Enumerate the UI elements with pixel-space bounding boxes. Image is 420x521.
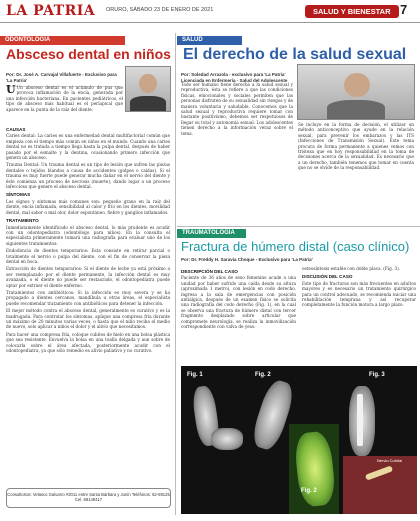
article-body-fractura-col2 xyxy=(302,266,416,364)
section-heading: DISCUSIÓN DEL CASO xyxy=(302,274,353,280)
xray-bone xyxy=(211,428,243,450)
horizontal-divider xyxy=(177,226,420,227)
paragraph: Para hacer una compresa fría, coloque cubitos de hielo en una bolsa plástica que sea resistente. Envuelva la bolsa en una toalla delgada y aun sobre de colocarla sobre el área afectada, posteriormente acudir con el odontopediatra, ya que sólo remedio es alivio paliativo y no curativo. xyxy=(6,331,170,354)
column-divider xyxy=(175,33,176,515)
paragraph: Trauma Dental: Un trauma dental es un tipo de lesión que sufren las piezas dentales o tejidos blandos a causa de accidentes (golpes o caídas). Si el trauma es muy fuerte puede generar mucha dañar en el nervio del diente y éste comienza un proceso de necrosis (muerte), dando lugar a un proceso infeccioso que genere el absceso dental. xyxy=(6,162,170,190)
section-heading: SÍNTOMAS xyxy=(6,192,31,198)
paragraph: Todo ser humano tiene derecho a la salud sexual y reproductiva, ésta se refiere a que las condiciones físicas, emocionales y sociales permiten que las personas disfruten de su sexualidad sin riesgos y de manera voluntaria y saludable. Conocemos que la salud sexual y reproductiva requiere tomar con bastante positivismo, debemos ser respetuosos de llegar su total y autonomía sexual. Los adolescentes tienen derecho a la información veraz sobre el tema. xyxy=(181,82,293,136)
paragraph: Caries dental: La caries es una enfermedad dental multifactorial común que empieza con el tiempo más común en niños en el mundo. Cuando una caries dental no es tratada a tiempo llega hasta la pulpa dental, después de haber pasado por el esmalte y la dentina, ocasionando primero infección que genera un absceso. xyxy=(6,133,170,161)
author-photo-absceso xyxy=(125,66,171,112)
section-heading: DESCRIPCIÓN DEL CASO xyxy=(181,269,238,274)
byline-fractura: Por: Dr. Freddy H. Saravia Choque - Exclusivo para 'La Patria' xyxy=(181,257,313,262)
paragraph: osteosíntesis estable con doble placa. (Fig. 3). xyxy=(302,266,401,271)
page-number: 7 xyxy=(400,2,408,17)
paragraph: Paciente de 36 años de sexo femenino acude a una unidad por haber sufrido una caída desde su altura (aproximada 1 metro), con lesión en codo derecho, ingresa a la sala de emergencias con posición antiálgica, después de un examen físico se solicita una radiografía del codo derecho (Fig. 1), en la cual se observa una fractura de húmero distal con tercer fragmento desplazado sobre articular que compromete neurología, se realiza la inmovilización correspondiente con valva de yeso. xyxy=(181,275,296,330)
xray-plate xyxy=(357,394,363,446)
byline-salud-sexual: Por: Soledad Arrazola - exclusivo para 'La Patria' Licenciada en Enfermería - Salud del Adolescente xyxy=(181,72,288,83)
byline-absceso: Por: Dr. José A. Carvajal Villafuerte - Exclusivo para 'La Patria' xyxy=(6,72,121,87)
paragraph: El mejor método contra el absceso dental, generalmente es curativo y es la madrugada. Para controlar los síntomas, aplique una compresa fría durante un máximo de 20 minutos varias veces, o hasta que el niño reciba el medio de nuevo, solo aplicar a niños el dolor y el alivio que necesitamos. xyxy=(6,308,170,330)
section-heading: TRATAMIENTO xyxy=(6,218,39,224)
intro-text: Un absceso dental es el acúmulo de pus que provoca inflamación de la encía, generada por una infección bacteriana. En pacientes pediátricos, el tipo de absceso más habitual es el periapical que aparece en la punta de la raíz del diente. xyxy=(6,85,123,112)
xray-figures xyxy=(181,366,417,514)
article-title-salud-sexual: El derecho de la salud sexual xyxy=(183,46,407,63)
section-heading: CAUSAS xyxy=(6,127,26,132)
figure-label-2: Fig. 2 xyxy=(255,372,271,378)
contact-footer: Consultorios: Velasco Galvarro #2011 entre Santa Bárbara y Junín Teléfonos: 52-59125 Cel. 68149417 xyxy=(6,488,171,508)
paragraph: Tratamientos con antibióticos: Si la infección es muy severa y se ha propagado a dientes cercanos, mandíbula u otras áreas, el especialista puede recomendar tratamiento con antibióticos para detener la infección. xyxy=(6,289,170,306)
nerve-label: Nervio Cubital xyxy=(377,458,403,463)
paragraph: Endodoncia de dientes temporarios: Esta consiste en retirar parcial o totalmente el nervio o pulpa del diente, con el fin de conservar la pieza dental en boca. xyxy=(6,248,170,264)
article-body-salud-col2 xyxy=(298,122,414,222)
category-traumatologia: TRAUMATOLOGÍA xyxy=(177,229,246,238)
article-title-absceso: Absceso dental en niños xyxy=(6,46,171,62)
article-body-absceso xyxy=(6,124,170,484)
figure-label-2b: Fig. 2 xyxy=(301,488,317,494)
dropcap: U xyxy=(6,85,16,96)
article-body-fractura-col1 xyxy=(181,266,296,364)
section-tab: SALUD Y BIENESTAR xyxy=(305,5,399,18)
article-intro-absceso xyxy=(6,85,123,114)
category-odontologia: ODONTOLOGÍA xyxy=(0,36,125,45)
category-salud: SALUD xyxy=(177,36,242,45)
paragraph: Inmediatamente identificado el absceso dental, lo más prudente es acudir con un odontopediatra (odontólogo para niños). En la consulta el especialista primeramente tomará una radiografía para evaluar uno de los siguientes tratamientos: xyxy=(6,224,170,246)
article-body-salud-col1 xyxy=(181,82,293,222)
paragraph: Este tipo de fracturas son más frecuentes en adultos mayores y es necesario un tratamiento quirúrgico para un control adecuado, se recomienda iniciar una rehabilitación temprana y así recuperar completamente la función motora a largo plazo. xyxy=(302,280,416,308)
paragraph: Se incluye en la forma de decisión, el utilizar un método anticonceptivo que ayude en la relación sexual, para prevenir los embarazos y las ITS (Infecciones de Transmisión Sexual). Este tema procura de forma permanente a quienes vemos con tristeza que en hoy responsabilidad en la toma de decisiones acerca de la sexualidad. Es necesario que a un derecho, también tenemos que tomar en cuenta que no se olvide de la responsabilidad. xyxy=(298,122,414,171)
page-header xyxy=(0,0,420,23)
author-photo-salud xyxy=(297,64,415,120)
dateline: ORURO, SÁBADO 23 DE ENERO DE 2021 xyxy=(106,7,214,13)
figure-label-1: Fig. 1 xyxy=(187,372,203,378)
paragraph: Los signos y síntomas más comunes son: pequeño grano en la raíz del diente, encía inflamada, sensibilidad al calor y frío en los dientes, movilidad dental, mal sabor o mal olor, dolor espontáneo, fiebre y ganglios inflamados. xyxy=(6,198,170,215)
article-title-fractura: Fractura de húmero distal (caso clínico) xyxy=(181,239,410,254)
newspaper-logo: LA PATRIA xyxy=(6,3,96,19)
paragraph: Extracción de dientes temporarios: Si el diente de leche ya está próximo a ser reemplazado por el diente permanente, la infección dental es muy avanzada, o el diente no puede ser restaurado, el odontopediatra puede optar por extraer el diente enfermo. xyxy=(6,266,170,288)
figure-label-3: Fig. 3 xyxy=(369,372,385,378)
surgery-photo-2 xyxy=(343,456,417,514)
